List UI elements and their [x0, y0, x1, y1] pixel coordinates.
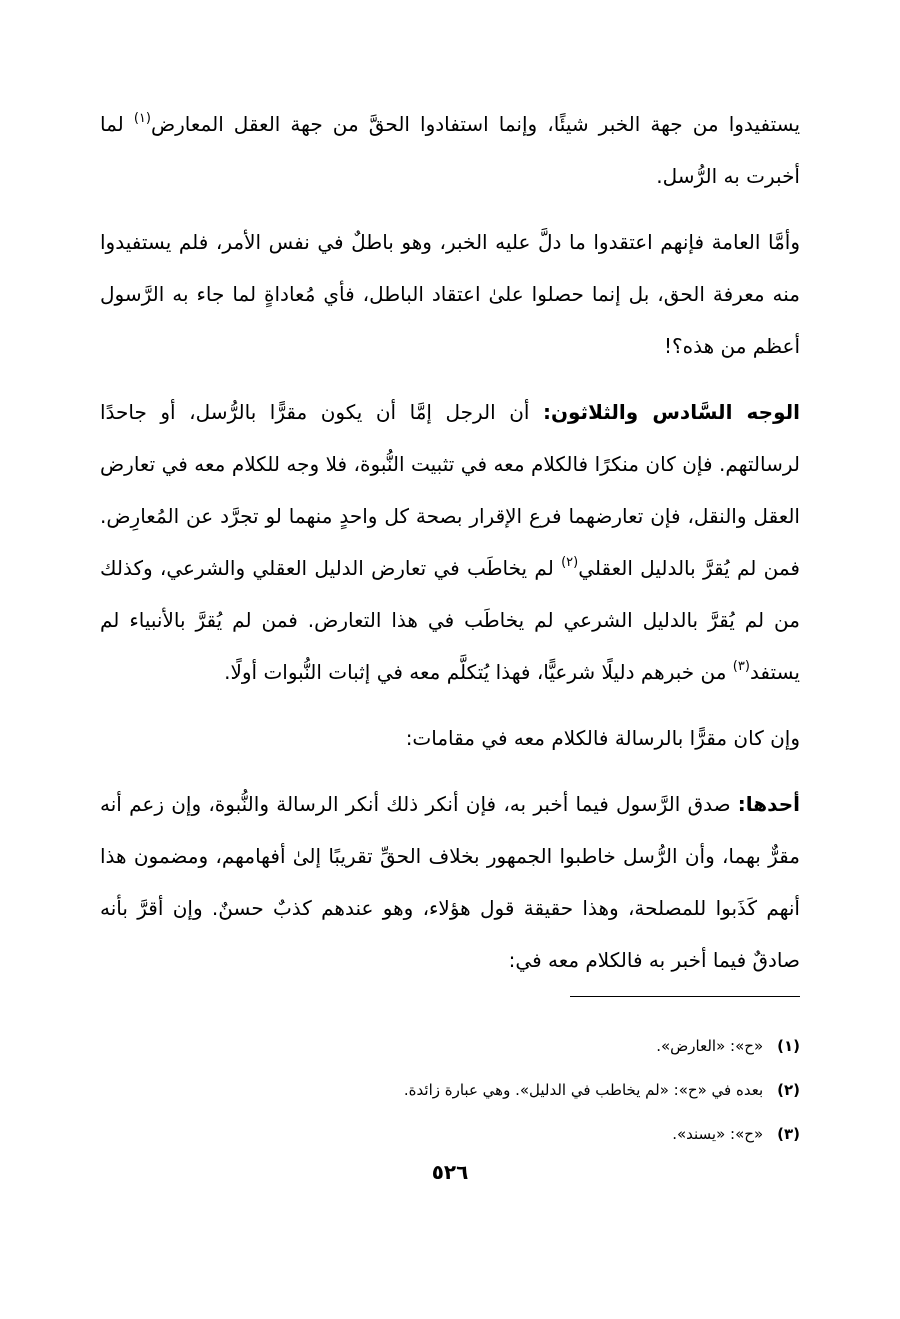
- paragraph-1-text: يستفيدوا من جهة الخبر شيئًا، وإنما استفادوا الحقَّ من جهة العقل المعارض: [150, 112, 801, 136]
- main-text: [100, 98, 800, 1000]
- paragraph-3-text-3: من خبرهم دليلًا شرعيًّا، فهذا يُتكلَّم معه في إثبات النُّبوات أولًا.: [224, 660, 733, 684]
- footnote-text: بعده في «ح»: «لم يخاطب في الدليل». وهي عبارة زائدة.: [403, 1081, 764, 1099]
- paragraph-3-text-1: أن الرجل إمَّا أن يكون مقرًّا بالرُّسل، أو جاحدًا لرسالتهم. فإن كان منكرًا فالكلام معه في تثبيت النُّبوة، فلا وجه للكلام معه في تعارض العقل والنقل، فإن تعارضهما فرع الإقرار بصحة كل واحدٍ منهما لو تجرَّد عن المُعارِض. فمن لم يُقرَّ بالدليل العقلي: [100, 400, 800, 580]
- footnotes: [100, 1024, 800, 1156]
- footnote-1: [100, 1024, 800, 1068]
- footnote-3: [100, 1112, 800, 1156]
- paragraph-4: [100, 712, 800, 764]
- paragraph-1-after: لما أخبرت به الرُّسل.: [100, 112, 800, 188]
- footnote-number: (١): [777, 1037, 800, 1055]
- footnote-divider: [570, 996, 800, 997]
- paragraph-5: [100, 778, 800, 986]
- footnote-number: (٢): [777, 1081, 800, 1099]
- footnote-ref-1[interactable]: (١): [133, 111, 151, 126]
- footnote-text: «ح»: «يسند».: [672, 1125, 764, 1143]
- footnote-ref-2[interactable]: (٢): [561, 555, 579, 570]
- paragraph-1: [100, 98, 800, 202]
- paragraph-2-text: وأمَّا العامة فإنهم اعتقدوا ما دلَّ عليه الخبر، وهو باطلٌ في نفس الأمر، فلم يستفيدوا منه معرفة الحق، بل إنما حصلوا علىٰ اعتقاد الباطل، فأي مُعاداةٍ لما جاء به الرَّسول أعظم من هذه؟!: [100, 230, 800, 358]
- section-heading-36: الوجه السَّادس والثلاثون:: [542, 400, 800, 424]
- footnote-2: [100, 1068, 800, 1112]
- paragraph-3: [100, 386, 800, 698]
- paragraph-3-text-2: لم يخاطَب في تعارض الدليل العقلي والشرعي، وكذلك من لم يُقرَّ بالدليل الشرعي لم يخاطَب في هذا التعارض. فمن لم يُقرَّ بالأنبياء لم يستفد: [100, 556, 800, 684]
- footnote-text: «ح»: «العارض».: [656, 1037, 764, 1055]
- footnote-ref-3[interactable]: (٣): [732, 659, 750, 674]
- point-heading-first: أحدها:: [737, 792, 800, 816]
- page-number: ٥٢٦: [431, 1160, 469, 1184]
- paragraph-4-text: وإن كان مقرًّا بالرسالة فالكلام معه في مقامات:: [405, 726, 800, 750]
- footnote-number: (٣): [777, 1125, 800, 1143]
- paragraph-2: [100, 216, 800, 372]
- paragraph-5-text: صدق الرَّسول فيما أخبر به، فإن أنكر ذلك أنكر الرسالة والنُّبوة، وإن زعم أنه مقرٌّ بهما، وأن الرُّسل خاطبوا الجمهور بخلاف الحقِّ تقريبًا إلىٰ أفهامهم، ومضمون هذا أنهم كَذَبوا للمصلحة، وهذا حقيقة قول هؤلاء، وهو عندهم كذبٌ حسنٌ. وإن أقرَّ بأنه صادقٌ فيما أخبر به فالكلام معه في:: [100, 792, 800, 972]
